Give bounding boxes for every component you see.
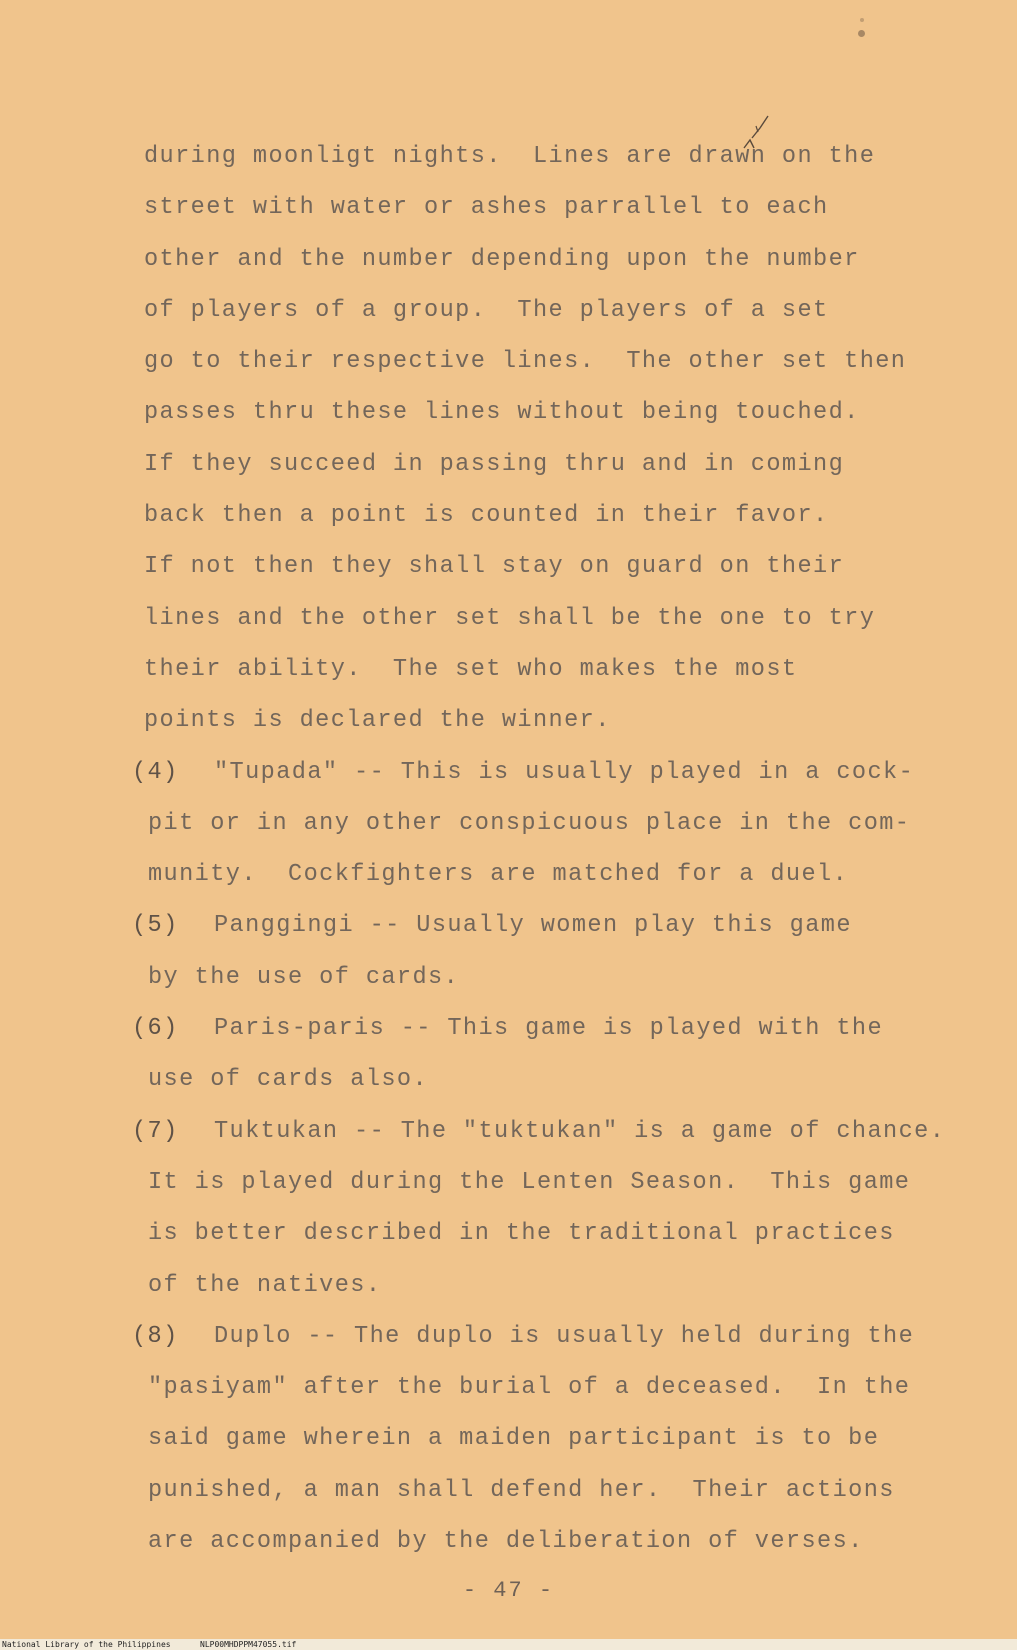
text-line	[138, 1054, 998, 1105]
line-text: punished, a man shall defend her. Their actions	[148, 1476, 895, 1504]
line-text: If they succeed in passing thru and in coming	[144, 450, 845, 478]
text-line	[138, 182, 998, 233]
line-text: Panggingi -- Usually women play this game	[214, 912, 852, 940]
text-line	[138, 1208, 998, 1259]
line-text: during moonligt nights. Lines are drawn on the	[144, 143, 876, 170]
line-text: other and the number depending upon the number	[144, 245, 860, 273]
item-number: (6)	[132, 1015, 179, 1043]
text-line	[138, 439, 998, 490]
text-line	[138, 131, 998, 182]
text-line	[138, 541, 998, 592]
numbered-item-line	[132, 900, 998, 951]
text-line	[138, 849, 998, 900]
line-text: of the natives.	[148, 1271, 382, 1299]
line-text: street with water or ashes parrallel to each	[144, 194, 829, 222]
item-number: (8)	[132, 1322, 179, 1350]
line-text: If not then they shall stay on guard on their	[144, 553, 845, 581]
ink-spot	[858, 30, 865, 37]
text-line	[138, 387, 998, 438]
line-text: It is played during the Lenten Season. This game	[148, 1168, 911, 1196]
text-line	[138, 644, 998, 695]
text-line	[138, 798, 998, 849]
line-text: back then a point is counted in their favor.	[144, 502, 829, 530]
text-line	[138, 1465, 998, 1516]
text-line	[138, 234, 998, 285]
line-text: said game wherein a maiden participant is to be	[148, 1425, 880, 1453]
line-text: their ability. The set who makes the most	[144, 655, 798, 683]
text-line	[138, 1413, 998, 1464]
text-line	[138, 336, 998, 387]
line-text: Duplo -- The duplo is usually held during the	[214, 1322, 915, 1350]
numbered-item-line	[132, 1311, 998, 1362]
typed-text-body	[132, 131, 998, 1567]
text-line	[138, 1516, 998, 1567]
footer-file-name: NLP00MHDPPM47055.tif	[200, 1640, 297, 1649]
line-text: passes thru these lines without being touched.	[144, 399, 860, 427]
numbered-item-line	[132, 1106, 998, 1157]
item-number: (7)	[132, 1117, 179, 1145]
line-text: pit or in any other conspicuous place in the com-	[148, 809, 911, 837]
numbered-item-line	[132, 1003, 998, 1054]
text-line	[138, 1260, 998, 1311]
text-line	[138, 1157, 998, 1208]
footer-library-name: National Library of the Philippines	[2, 1640, 171, 1649]
item-number: (4)	[132, 758, 179, 786]
line-text: use of cards also.	[148, 1066, 429, 1094]
text-line	[138, 285, 998, 336]
text-line	[138, 695, 998, 746]
text-line	[138, 952, 998, 1003]
line-text: lines and the other set shall be the one to try	[144, 604, 876, 632]
line-text: munity. Cockfighters are matched for a duel.	[148, 861, 849, 889]
line-text: points is declared the winner.	[144, 707, 611, 735]
ink-spot	[860, 18, 864, 22]
line-text: by the use of cards.	[148, 963, 460, 991]
item-number: (5)	[132, 912, 179, 940]
line-text: is better described in the traditional practices	[148, 1220, 895, 1248]
line-text: Tuktukan -- The "tuktukan" is a game of chance.	[214, 1117, 946, 1145]
text-line	[138, 1362, 998, 1413]
line-text: are accompanied by the deliberation of verses.	[148, 1528, 864, 1556]
page-number: - 47 -	[462, 1578, 555, 1603]
line-text: "Tupada" -- This is usually played in a cock-	[214, 758, 915, 786]
line-text: of players of a group. The players of a set	[144, 296, 829, 324]
line-text: Paris-paris -- This game is played with the	[214, 1015, 884, 1043]
line-text: go to their respective lines. The other set then	[144, 348, 907, 376]
numbered-item-line	[132, 747, 998, 798]
text-line	[138, 593, 998, 644]
scan-footer	[0, 1639, 1017, 1650]
line-text: "pasiyam" after the burial of a deceased. In the	[148, 1374, 911, 1402]
text-line	[138, 490, 998, 541]
